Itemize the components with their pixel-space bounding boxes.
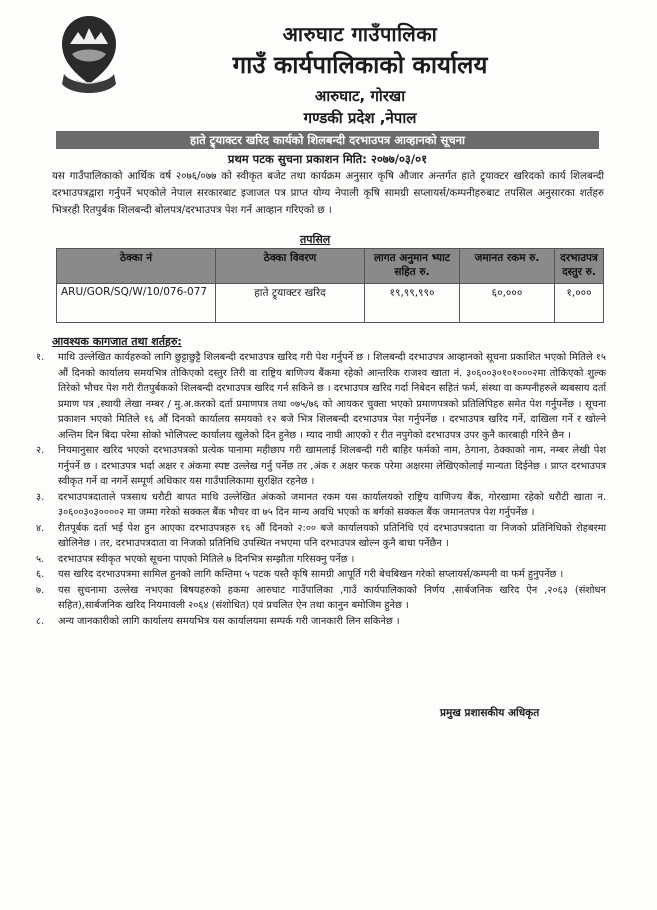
list-item bbox=[36, 614, 606, 630]
table-row bbox=[57, 284, 604, 323]
province-country: गण्डकी प्रदेश ,नेपाल bbox=[303, 109, 417, 127]
col-contract-description: ठेक्का विवरण bbox=[216, 249, 365, 284]
list-item bbox=[36, 521, 606, 552]
list-item bbox=[36, 567, 606, 583]
item-text: अन्य जानकारीको लागि कार्यालय समयभित्र यस कार्यालयमा सम्पर्क गरी जानकारी लिन सकिनेछ । bbox=[58, 615, 400, 627]
cell-cost-estimate: १९,९९,९९० bbox=[365, 284, 460, 323]
item-text: यस सुचनामा उल्लेख नभएका बिषयहरुको हकमा आरुघाट गाउँपालिका ,गाउँ कार्यपालिकाको निर्णय ,सार्बजनिक खरिद ऐन ,२०६३ (संशोधन सहित),सार्बजनिक खरिद नियमावली २०६४ (संशोधित) एवं प्रचलित ऐन तथा कानुन बमोजिम हुनेछ । bbox=[58, 584, 606, 611]
item-number: ७. bbox=[36, 584, 45, 596]
list-item bbox=[36, 350, 606, 443]
list-item bbox=[36, 490, 606, 521]
item-number: ३. bbox=[36, 491, 45, 503]
nepal-emblem-icon bbox=[56, 14, 122, 98]
municipality-name: आरुघाट गाउँपालिका bbox=[282, 22, 438, 46]
col-cost-estimate: लागत अनुमान भ्याट सहित रु. bbox=[365, 249, 460, 284]
col-contract-no: ठेक्का नं bbox=[57, 249, 216, 284]
cell-contract-no: ARU/GOR/SQ/W/10/076-077 bbox=[57, 284, 216, 323]
notice-title-banner: हाते ट्र्याक्टर खरिद कार्यको शिलबन्दी दरभाउपत्र आव्हानको सूचना bbox=[56, 131, 599, 149]
item-number: २. bbox=[36, 445, 45, 456]
item-number: ५. bbox=[36, 553, 45, 565]
requirements-title: आवश्यक कागजात तथा शर्तहरु: bbox=[52, 335, 182, 348]
table-header-row bbox=[57, 249, 604, 284]
item-text: रीतपूर्बक दर्ता भई पेश हुन आएका दरभाउपत्रहरु १६ औं दिनको २:०० बजे कार्यालयको प्रतिनिधि एवं दरभाउपत्रदाता वा निजको प्रतिनिधिको रोहबरमा खोलिनेछ । तर, दरभाउपत्रदाता वा निजको प्रतिनिधि उपस्थित नभएमा पनि दरभाउपत्र खोल्न कुनै बाधा पर्नेछैन । bbox=[58, 522, 606, 549]
cell-bid-security: ६०,००० bbox=[460, 284, 555, 323]
table-caption: तपसिल bbox=[300, 233, 331, 246]
list-item bbox=[36, 583, 606, 614]
office-address: आरुघाट, गोरखा bbox=[314, 87, 406, 105]
item-text: यस खरिद दरभाउपत्रमा सामिल हुनको लागि कम्तिमा ५ पटक यस्तै कृषि सामग्री आपूर्ति गरी बेचबिखन गरेको सप्लायर्स/कम्पनी वा फर्म हुनुपर्नेछ । bbox=[58, 569, 564, 580]
item-text: दरभाउपत्रदाताले पत्रसाथ धरौटी बापत माथि उल्लेखित अंकको जमानत रकम यस कार्यालयको राष्ट्रिय वाणिज्य बैंक, गोरखामा रहेको धरौटी खाता न. ३०६००३०३००००२ मा जम्मा गरेको सक्कल बैंक भौचर वा ७५ दिन मान्य अवधि भएको क बर्गको सक्कल बैंक जमानतपत्र पेश गर्नुपर्नेछ । bbox=[58, 491, 606, 518]
item-text: दरभाउपत्र स्वीकृत भएको सूचना पाएको मितिले ७ दिनभित्र सम्झौता गरिसक्नु पर्नेछ । bbox=[58, 553, 355, 565]
intro-paragraph: यस गाउँपालिकाको आर्थिक वर्ष २०७६/०७७ को स्वीकृत बजेट तथा कार्यक्रम अनुसार कृषि औजार अन्तर्गत हाते ट्र्याक्टर खरिदको कार्य शिलबन्दी दरभाउपत्रद्वारा गर्नुपर्ने भएकोले नेपाल सरकारबाट इजाजत पत्र प्राप्त योग्य नेपाली कृषि सामग्री सप्लायर्स/कम्पनीहरुबाट तपसिल अनुसारका शर्तहरु भित्ररही रितपुर्बक शिलबन्दी बोलपत्र/दरभाउपत्र पेश गर्न आव्हान गरिएको छ । bbox=[52, 171, 604, 216]
tender-table bbox=[56, 248, 604, 323]
item-number: १. bbox=[36, 352, 45, 363]
signatory-title: प्रमुख प्रशासकीय अधिकृत bbox=[440, 707, 540, 719]
item-number: ६. bbox=[36, 569, 45, 580]
cell-document-fee: १,००० bbox=[555, 284, 604, 323]
col-document-fee: दरभाउपत्र दस्तुर रु. bbox=[555, 249, 604, 284]
item-text: नियमानुसार खरिद भएको दरभाउपत्रको प्रत्येक पानामा महीछाप गरी खामलाई शिलबन्दी गरी बाहिर फर्मको नाम, ठेगाना, ठेक्काको नाम, नम्बर लेखी पेश गर्नुपर्ने छ । दरभाउपत्र भर्दा अक्षर र अंकमा स्पष्ट उल्लेख गर्नु पर्नेछ तर ,अंक र अक्षर फरक परेमा अक्षरमा लेखिएकोलाई मान्यता दिईनेछ । प्राप्त दरभाउपत्र स्वीकृत गर्ने वा नगर्ने सम्पूर्ण अधिकार यस गाउँपालिकामा सुरक्षित रहनेछ । bbox=[58, 445, 607, 487]
list-item bbox=[36, 443, 606, 490]
publication-date: प्रथम पटक सुचना प्रकाशन मिति: २०७७/०३/०१ bbox=[227, 152, 428, 166]
item-number: ४. bbox=[36, 522, 45, 534]
list-item bbox=[36, 552, 606, 568]
item-text: माथि उल्लेखित कार्यहरुको लागि छुट्टाछुट्टै शिलबन्दी दरभाउपत्र खरिद गरी पेश गर्नुपर्ने छ । शिलबन्दी दरभाउपत्र आव्हानको सूचना प्रकाशित भएको मितिले १५ औं दिनको कार्यालय समयभित्र तोकिएको दस्तुर तिरी वा राष्ट्रिय बाणिज्य बैंकमा रहेको आन्तरिक राजश्व खाता नं. ३०६००३०१०१०००२मा तोकिएको शुल्क तिरेको भौचर पेश गरी रीतपुर्बकको शिलबन्दी दरभाउपत्र खरिद गर्न सकिने छ । दरभाउपत्र खरिद गर्दा निबेदन सहितं फर्म, संस्था वा कम्पनीहरुले ब्यबसाय दर्ता प्रमाण पत्र ,स्थायी लेखा नम्बर / मु.अ.करको दर्ता प्रमाणपत्र तथा ०७५/७६ को आयकर चुक्ता भएको प्रमाणपत्रको प्रतिलिपिहरु समेत पेश गर्नुपर्नेछ । सूचना प्रकाशन भएको मितिले १६ औं दिनको कार्यालय समयको १२ बजे भित्र शिलबन्दी दरभाउपत्र पेश गर्नुपर्नेछ । दरभाउपत्र खरिद गर्ने, दाखिला गर्ने र खोल्ने अन्तिम दिन बिदा परेमा सोको भोलिपल्ट कार्यालय खुलेको दिन हुनेछ । म्याद नाघी आएको र रीत नपुगेको दरभाउपत्र उपर कुनै कारबाही गरिने छैन । bbox=[58, 352, 606, 441]
col-bid-security: जमानत रकम रु. bbox=[460, 249, 555, 284]
office-name: गाउँ कार्यपालिकाको कार्यालय bbox=[232, 51, 488, 79]
requirements-list bbox=[36, 350, 606, 629]
cell-contract-description: हाते ट्र्याक्टर खरिद bbox=[216, 284, 365, 323]
item-number: ८. bbox=[36, 615, 45, 627]
